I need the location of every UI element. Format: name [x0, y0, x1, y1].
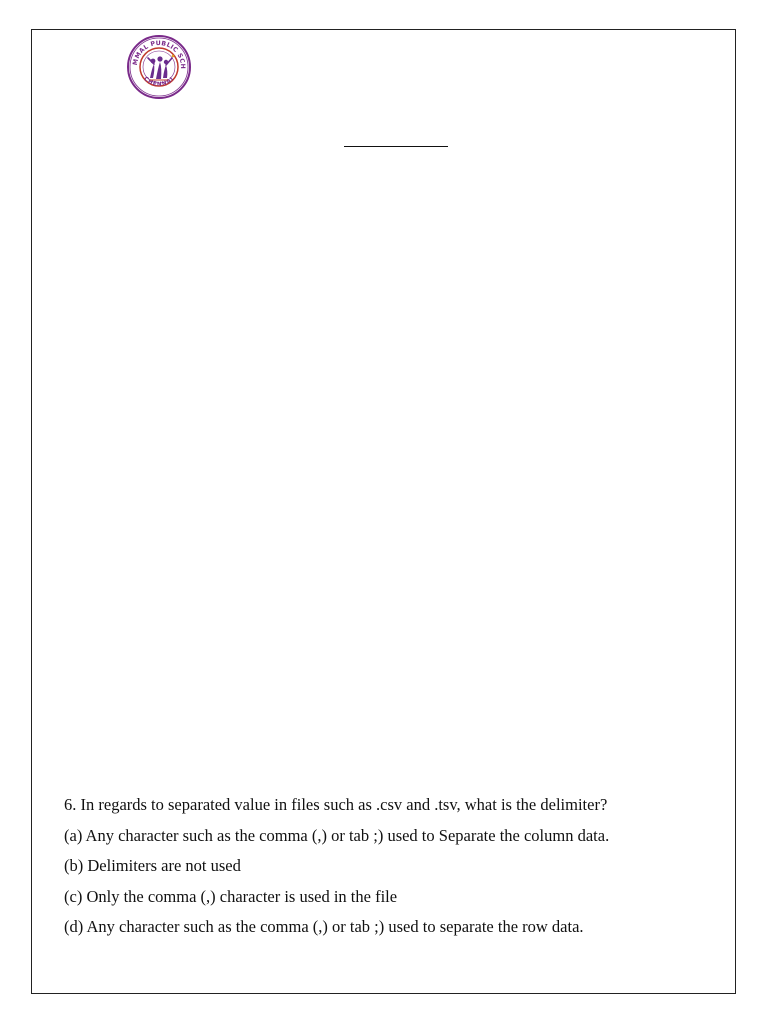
title-underline: [344, 146, 448, 147]
svg-text:CHENNAI: CHENNAI: [142, 76, 176, 88]
question-stem: 6. In regards to separated value in files such as .csv and .tsv, what is the delimiter?: [64, 795, 608, 814]
option-c: (c) Only the comma (,) character is used in the file: [64, 886, 398, 906]
svg-text:VELAMMAL PUBLIC SCHOOL: MMAL PUBLIC SCH: [131, 39, 187, 70]
option-d: (d) Any character such as the comma (,) or tab ;) used to separate the row data.: [64, 917, 584, 936]
question-block: [64, 790, 714, 943]
option-a: (a) Any character such as the comma (,) or tab ;) used to Separate the column data.: [64, 825, 610, 845]
option-b: (b) Delimiters are not used: [64, 856, 241, 875]
school-logo: [126, 34, 192, 100]
